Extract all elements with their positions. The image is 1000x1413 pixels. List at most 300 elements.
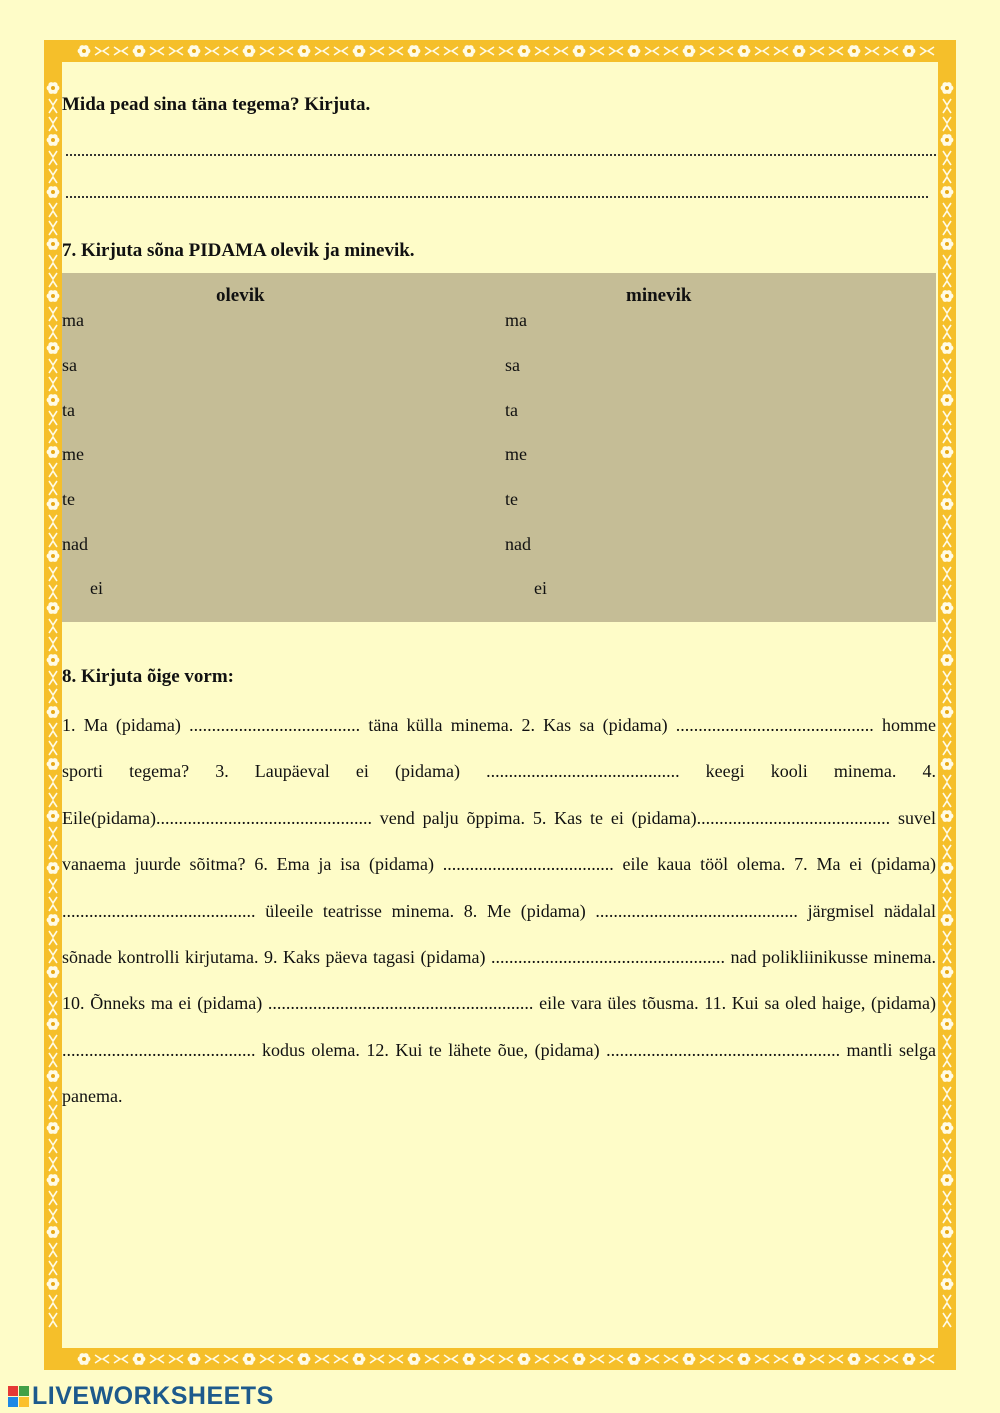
border-chevron-icon	[829, 1355, 835, 1363]
border-flower-icon	[47, 394, 60, 406]
border-flower-icon	[941, 82, 954, 94]
border-flower-icon	[683, 1353, 696, 1365]
border-chevron-icon	[708, 47, 714, 55]
border-chevron-icon	[205, 47, 211, 55]
border-chevron-icon	[943, 575, 951, 581]
border-chevron-icon	[49, 489, 57, 495]
border-chevron-icon	[49, 1087, 57, 1093]
border-chevron-icon	[818, 1355, 824, 1363]
border-flower-icon	[941, 862, 954, 874]
border-chevron-icon	[49, 627, 57, 633]
border-chevron-icon	[943, 949, 951, 955]
border-chevron-icon	[943, 1043, 951, 1049]
border-chevron-icon	[49, 359, 57, 365]
border-chevron-icon	[260, 1355, 266, 1363]
border-chevron-icon	[653, 1355, 659, 1363]
border-flower-icon	[47, 1122, 60, 1134]
border-chevron-icon	[507, 1355, 513, 1363]
border-chevron-icon	[49, 585, 57, 591]
border-chevron-icon	[782, 1355, 788, 1363]
border-chevron-icon	[943, 281, 951, 287]
border-chevron-icon	[943, 1113, 951, 1119]
border-chevron-icon	[943, 229, 951, 235]
border-chevron-icon	[49, 1217, 57, 1223]
border-chevron-icon	[114, 1355, 120, 1363]
border-chevron-icon	[943, 307, 951, 313]
border-chevron-icon	[49, 879, 57, 885]
border-chevron-icon	[49, 429, 57, 435]
border-chevron-icon	[943, 419, 951, 425]
border-chevron-icon	[943, 897, 951, 903]
border-flower-icon	[47, 706, 60, 718]
border-chevron-icon	[169, 47, 175, 55]
border-chevron-icon	[444, 1355, 450, 1363]
border-chevron-icon	[943, 159, 951, 165]
border-chevron-icon	[943, 169, 951, 175]
border-chevron-icon	[943, 645, 951, 651]
border-chevron-icon	[543, 47, 549, 55]
border-chevron-icon	[49, 983, 57, 989]
border-chevron-icon	[49, 221, 57, 227]
border-chevron-icon	[920, 47, 926, 55]
border-chevron-icon	[727, 1355, 733, 1363]
border-chevron-icon	[920, 1355, 926, 1363]
border-chevron-icon	[49, 1261, 57, 1267]
border-chevron-icon	[49, 385, 57, 391]
border-flower-icon	[941, 966, 954, 978]
border-chevron-icon	[49, 671, 57, 677]
border-flower-icon	[47, 1226, 60, 1238]
border-chevron-icon	[334, 47, 340, 55]
border-chevron-icon	[49, 117, 57, 123]
border-chevron-icon	[268, 1355, 274, 1363]
border-chevron-icon	[943, 1295, 951, 1301]
border-chevron-icon	[49, 845, 57, 851]
border-chevron-icon	[49, 1321, 57, 1327]
border-chevron-icon	[943, 177, 951, 183]
border-flower-icon	[243, 1353, 256, 1365]
border-chevron-icon	[943, 879, 951, 885]
border-chevron-icon	[49, 1157, 57, 1163]
border-chevron-icon	[829, 47, 835, 55]
border-chevron-icon	[810, 1355, 816, 1363]
border-chevron-icon	[943, 1313, 951, 1319]
border-flower-icon	[941, 290, 954, 302]
border-chevron-icon	[943, 627, 951, 633]
border-flower-icon	[78, 1353, 91, 1365]
border-chevron-icon	[943, 255, 951, 261]
border-flower-icon	[941, 1070, 954, 1082]
border-flower-icon	[47, 1278, 60, 1290]
border-chevron-icon	[943, 315, 951, 321]
border-chevron-icon	[943, 957, 951, 963]
border-chevron-icon	[49, 1295, 57, 1301]
border-chevron-icon	[452, 1355, 458, 1363]
border-chevron-icon	[943, 1243, 951, 1249]
border-chevron-icon	[943, 983, 951, 989]
border-chevron-icon	[397, 47, 403, 55]
border-chevron-icon	[928, 1355, 934, 1363]
border-flower-icon	[188, 1353, 201, 1365]
border-chevron-icon	[49, 645, 57, 651]
border-flower-icon	[941, 1122, 954, 1134]
border-chevron-icon	[49, 533, 57, 539]
border-chevron-icon	[49, 1165, 57, 1171]
border-chevron-icon	[700, 1355, 706, 1363]
border-chevron-icon	[488, 47, 494, 55]
border-chevron-icon	[480, 47, 486, 55]
border-flower-icon	[47, 862, 60, 874]
border-chevron-icon	[943, 775, 951, 781]
border-chevron-icon	[122, 1355, 128, 1363]
border-flower-icon	[47, 238, 60, 250]
border-chevron-icon	[260, 47, 266, 55]
border-chevron-icon	[287, 47, 293, 55]
question-8-heading: 8. Kirjuta õige vorm:	[62, 666, 235, 687]
border-chevron-icon	[49, 307, 57, 313]
border-chevron-icon	[837, 47, 843, 55]
border-chevron-icon	[49, 957, 57, 963]
border-chevron-icon	[943, 689, 951, 695]
border-chevron-icon	[49, 177, 57, 183]
border-chevron-icon	[49, 731, 57, 737]
decorative-border-right	[938, 40, 956, 1370]
olevik-row-me: me	[62, 444, 84, 464]
border-chevron-icon	[49, 991, 57, 997]
border-chevron-icon	[943, 741, 951, 747]
border-chevron-icon	[49, 367, 57, 373]
border-flower-icon	[298, 1353, 311, 1365]
answer-line-2[interactable]	[66, 194, 928, 198]
border-chevron-icon	[562, 47, 568, 55]
border-chevron-icon	[943, 731, 951, 737]
border-chevron-icon	[49, 263, 57, 269]
border-chevron-icon	[49, 1251, 57, 1257]
border-flower-icon	[47, 134, 60, 146]
border-chevron-icon	[49, 107, 57, 113]
border-chevron-icon	[49, 437, 57, 443]
border-flower-icon	[941, 498, 954, 510]
border-flower-icon	[47, 602, 60, 614]
border-chevron-icon	[763, 47, 769, 55]
border-flower-icon	[47, 498, 60, 510]
border-chevron-icon	[543, 1355, 549, 1363]
border-chevron-icon	[617, 47, 623, 55]
border-chevron-icon	[782, 47, 788, 55]
border-chevron-icon	[943, 125, 951, 131]
border-flower-icon	[573, 45, 586, 57]
border-flower-icon	[941, 914, 954, 926]
border-chevron-icon	[943, 333, 951, 339]
border-chevron-icon	[150, 1355, 156, 1363]
border-chevron-icon	[49, 1113, 57, 1119]
border-chevron-icon	[103, 47, 109, 55]
border-flower-icon	[518, 1353, 531, 1365]
border-flower-icon	[941, 550, 954, 562]
border-chevron-icon	[943, 1139, 951, 1145]
border-flower-icon	[47, 654, 60, 666]
border-chevron-icon	[49, 567, 57, 573]
border-chevron-icon	[943, 533, 951, 539]
border-chevron-icon	[943, 853, 951, 859]
border-chevron-icon	[943, 1165, 951, 1171]
border-chevron-icon	[943, 221, 951, 227]
border-chevron-icon	[943, 1009, 951, 1015]
border-chevron-icon	[943, 515, 951, 521]
border-chevron-icon	[664, 47, 670, 55]
border-chevron-icon	[49, 1009, 57, 1015]
border-chevron-icon	[943, 1095, 951, 1101]
border-chevron-icon	[837, 1355, 843, 1363]
border-chevron-icon	[49, 471, 57, 477]
border-chevron-icon	[389, 47, 395, 55]
border-flower-icon	[941, 758, 954, 770]
question-8-exercise-text: 1. Ma (pidama) ...................................... täna külla minema. 2. Kas sa (pidama) ............................................ homme sporti tegema? 3. Laupäeval ei (pidama) ........................................... keegi kooli minema. 4. Eile(pidama)................................................ vend palju õppima. 5. Kas te ei (pidama)........................................... suvel vanaema juurde sõitma? 6. Ema ja isa (pidama) ...................................... eile kaua tööl olema. 7. Ma ei (pidama) ........................................... üleeile teatrisse minema. 8. Me (pidama) ............................................. järgmisel nädalal sõnade kontrolli kirjutama. 9. Kaks päeva tagasi (pidama) .................................................... nad polikliinikusse minema. 10. Õnneks ma ei (pidama) ........................................................... eile vara üles tõusma. 11. Kui sa oled haige, (pidama) ........................................... kodus olema. 12. Kui te lähete õue, (pidama) .................................................... mantli selga panema.	[62, 715, 936, 1107]
border-chevron-icon	[49, 697, 57, 703]
border-chevron-icon	[49, 419, 57, 425]
border-flower-icon	[941, 706, 954, 718]
border-chevron-icon	[943, 887, 951, 893]
border-chevron-icon	[943, 325, 951, 331]
border-chevron-icon	[554, 47, 560, 55]
border-chevron-icon	[49, 377, 57, 383]
border-flower-icon	[47, 446, 60, 458]
border-chevron-icon	[205, 1355, 211, 1363]
border-chevron-icon	[370, 47, 376, 55]
border-chevron-icon	[943, 385, 951, 391]
border-chevron-icon	[49, 1209, 57, 1215]
border-chevron-icon	[49, 887, 57, 893]
question-7-heading: 7. Kirjuta sõna PIDAMA olevik ja minevik.	[62, 240, 415, 261]
border-chevron-icon	[645, 47, 651, 55]
border-chevron-icon	[562, 1355, 568, 1363]
question-1-heading: Mida pead sina täna tegema? Kirjuta.	[62, 94, 371, 115]
border-chevron-icon	[943, 801, 951, 807]
border-chevron-icon	[727, 47, 733, 55]
border-chevron-icon	[755, 1355, 761, 1363]
border-chevron-icon	[49, 723, 57, 729]
border-chevron-icon	[884, 1355, 890, 1363]
border-chevron-icon	[49, 1035, 57, 1041]
border-flower-icon	[941, 654, 954, 666]
border-chevron-icon	[943, 593, 951, 599]
border-chevron-icon	[279, 1355, 285, 1363]
border-chevron-icon	[598, 1355, 604, 1363]
border-flower-icon	[353, 1353, 366, 1365]
border-chevron-icon	[279, 47, 285, 55]
border-chevron-icon	[873, 47, 879, 55]
border-chevron-icon	[719, 47, 725, 55]
border-chevron-icon	[943, 359, 951, 365]
border-flower-icon	[628, 1353, 641, 1365]
border-flower-icon	[47, 1070, 60, 1082]
decorative-border-top	[44, 40, 956, 62]
border-flower-icon	[47, 186, 60, 198]
border-chevron-icon	[943, 845, 951, 851]
border-chevron-icon	[943, 203, 951, 209]
border-chevron-icon	[499, 1355, 505, 1363]
border-chevron-icon	[943, 211, 951, 217]
border-chevron-icon	[943, 1261, 951, 1267]
border-chevron-icon	[49, 783, 57, 789]
border-chevron-icon	[49, 325, 57, 331]
border-chevron-icon	[49, 575, 57, 581]
border-flower-icon	[903, 1353, 916, 1365]
border-chevron-icon	[535, 47, 541, 55]
border-chevron-icon	[943, 619, 951, 625]
border-chevron-icon	[590, 1355, 596, 1363]
border-chevron-icon	[943, 437, 951, 443]
border-chevron-icon	[943, 273, 951, 279]
border-chevron-icon	[774, 1355, 780, 1363]
border-chevron-icon	[49, 273, 57, 279]
border-chevron-icon	[49, 159, 57, 165]
border-flower-icon	[941, 238, 954, 250]
border-chevron-icon	[287, 1355, 293, 1363]
border-chevron-icon	[169, 1355, 175, 1363]
border-chevron-icon	[49, 1043, 57, 1049]
border-chevron-icon	[49, 827, 57, 833]
border-chevron-icon	[590, 47, 596, 55]
border-chevron-icon	[158, 1355, 164, 1363]
border-chevron-icon	[378, 1355, 384, 1363]
border-chevron-icon	[49, 281, 57, 287]
border-chevron-icon	[708, 1355, 714, 1363]
border-chevron-icon	[49, 211, 57, 217]
border-chevron-icon	[943, 1217, 951, 1223]
border-chevron-icon	[444, 47, 450, 55]
border-chevron-icon	[943, 931, 951, 937]
border-chevron-icon	[315, 47, 321, 55]
border-chevron-icon	[49, 905, 57, 911]
border-flower-icon	[47, 82, 60, 94]
border-flower-icon	[941, 342, 954, 354]
border-chevron-icon	[315, 1355, 321, 1363]
olevik-row-te: te	[62, 489, 75, 509]
border-chevron-icon	[943, 1321, 951, 1327]
border-chevron-icon	[49, 853, 57, 859]
border-chevron-icon	[943, 1269, 951, 1275]
border-chevron-icon	[323, 1355, 329, 1363]
border-chevron-icon	[943, 471, 951, 477]
border-chevron-icon	[943, 1191, 951, 1197]
border-chevron-icon	[943, 1087, 951, 1093]
minevik-row-sa: sa	[505, 355, 520, 375]
border-chevron-icon	[499, 47, 505, 55]
olevik-row-ei: ei	[90, 578, 103, 598]
border-flower-icon	[47, 550, 60, 562]
border-chevron-icon	[664, 1355, 670, 1363]
border-chevron-icon	[480, 1355, 486, 1363]
border-chevron-icon	[943, 1147, 951, 1153]
border-chevron-icon	[943, 939, 951, 945]
border-chevron-icon	[645, 1355, 651, 1363]
border-chevron-icon	[49, 679, 57, 685]
border-chevron-icon	[232, 1355, 238, 1363]
border-chevron-icon	[943, 1209, 951, 1215]
border-chevron-icon	[943, 1251, 951, 1257]
border-chevron-icon	[49, 151, 57, 157]
border-chevron-icon	[865, 47, 871, 55]
border-chevron-icon	[49, 1303, 57, 1309]
border-flower-icon	[133, 1353, 146, 1365]
border-flower-icon	[848, 1353, 861, 1365]
border-chevron-icon	[943, 749, 951, 755]
border-chevron-icon	[719, 1355, 725, 1363]
border-chevron-icon	[49, 541, 57, 547]
border-chevron-icon	[943, 1199, 951, 1205]
border-chevron-icon	[224, 1355, 230, 1363]
border-flower-icon	[47, 1018, 60, 1030]
border-chevron-icon	[928, 47, 934, 55]
minevik-row-ma: ma	[505, 310, 527, 330]
border-chevron-icon	[49, 315, 57, 321]
border-chevron-icon	[433, 1355, 439, 1363]
border-flower-icon	[133, 45, 146, 57]
border-chevron-icon	[49, 1243, 57, 1249]
decorative-border-bottom	[44, 1348, 956, 1370]
border-flower-icon	[47, 1174, 60, 1186]
border-chevron-icon	[158, 47, 164, 55]
border-chevron-icon	[389, 1355, 395, 1363]
border-chevron-icon	[700, 47, 706, 55]
border-chevron-icon	[49, 463, 57, 469]
minevik-row-me: me	[505, 444, 527, 464]
border-chevron-icon	[49, 169, 57, 175]
border-chevron-icon	[653, 47, 659, 55]
olevik-row-ta: ta	[62, 400, 75, 420]
border-flower-icon	[793, 1353, 806, 1365]
border-chevron-icon	[943, 377, 951, 383]
border-flower-icon	[408, 45, 421, 57]
border-chevron-icon	[943, 367, 951, 373]
minevik-row-nad: nad	[505, 534, 531, 554]
olevik-row-sa: sa	[62, 355, 77, 375]
border-chevron-icon	[232, 47, 238, 55]
border-flower-icon	[47, 758, 60, 770]
border-chevron-icon	[49, 1061, 57, 1067]
border-chevron-icon	[763, 1355, 769, 1363]
border-chevron-icon	[177, 47, 183, 55]
border-flower-icon	[941, 1278, 954, 1290]
border-chevron-icon	[818, 47, 824, 55]
border-flower-icon	[793, 45, 806, 57]
border-chevron-icon	[224, 47, 230, 55]
border-chevron-icon	[49, 1199, 57, 1205]
border-chevron-icon	[49, 229, 57, 235]
border-chevron-icon	[554, 1355, 560, 1363]
border-chevron-icon	[943, 835, 951, 841]
border-chevron-icon	[49, 949, 57, 955]
border-chevron-icon	[342, 47, 348, 55]
border-chevron-icon	[943, 567, 951, 573]
border-chevron-icon	[943, 783, 951, 789]
border-chevron-icon	[122, 47, 128, 55]
border-chevron-icon	[609, 47, 615, 55]
border-chevron-icon	[943, 523, 951, 529]
border-chevron-icon	[943, 671, 951, 677]
border-chevron-icon	[49, 793, 57, 799]
border-chevron-icon	[943, 1105, 951, 1111]
border-chevron-icon	[95, 47, 101, 55]
minevik-row-ei: ei	[534, 578, 547, 598]
border-flower-icon	[518, 45, 531, 57]
border-chevron-icon	[943, 117, 951, 123]
border-chevron-icon	[268, 47, 274, 55]
border-chevron-icon	[892, 47, 898, 55]
border-flower-icon	[47, 914, 60, 926]
answer-line-1[interactable]	[66, 152, 936, 156]
